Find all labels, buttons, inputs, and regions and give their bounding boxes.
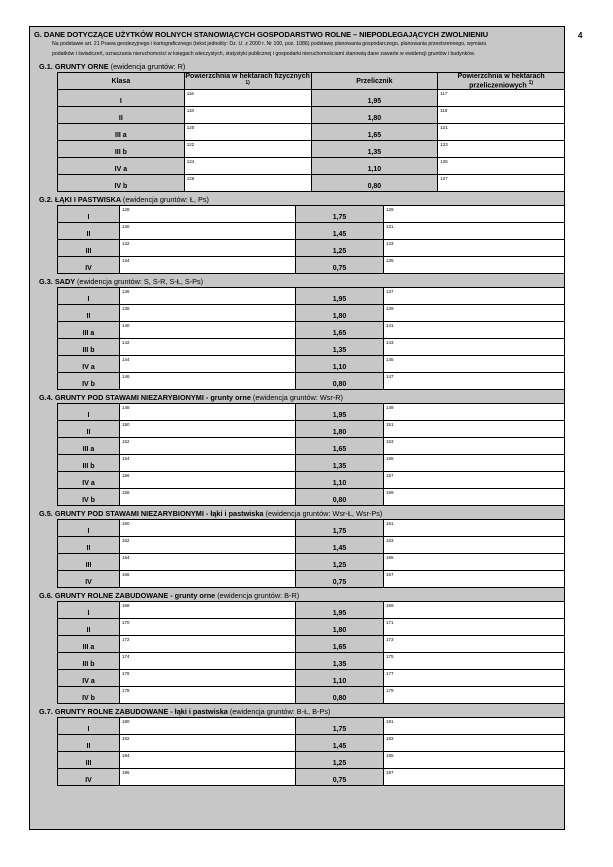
physical-area-field[interactable] bbox=[120, 404, 296, 421]
field-number: 156 bbox=[122, 473, 130, 479]
subsection-evidence: (ewidencja gruntów: B-Ł, B-Ps) bbox=[229, 707, 331, 717]
physical-area-field[interactable] bbox=[120, 670, 296, 687]
converted-area-field[interactable] bbox=[384, 687, 565, 704]
table-header-row bbox=[58, 73, 565, 90]
field-number: 173 bbox=[386, 637, 394, 643]
footnote-ref: 1) bbox=[528, 80, 534, 86]
field-number: 169 bbox=[386, 603, 394, 609]
physical-area-field[interactable] bbox=[120, 602, 296, 619]
multiplier-value: 1,95 bbox=[296, 602, 384, 619]
table-row bbox=[58, 90, 565, 107]
table-row bbox=[58, 107, 565, 124]
multiplier-value: 1,75 bbox=[296, 718, 384, 735]
class-table bbox=[57, 717, 565, 786]
soil-class: II bbox=[58, 537, 120, 554]
soil-class: I bbox=[58, 520, 120, 537]
soil-class: III b bbox=[58, 141, 185, 158]
table-row bbox=[58, 175, 565, 192]
soil-class: III a bbox=[58, 124, 185, 141]
section-title: G. DANE DOTYCZĄCE UŻYTKÓW ROLNYCH STANOWIĄCYCH GOSPODARSTWO ROLNE – NIEPODLEGAJĄCYCH ZWOLNIENIU bbox=[34, 30, 489, 39]
table-row bbox=[58, 735, 565, 752]
soil-class: II bbox=[58, 223, 120, 240]
physical-area-field[interactable] bbox=[184, 158, 311, 175]
subsection-name: G.4. GRUNTY POD STAWAMI NIEZARYBIONYMI - grunty orne bbox=[39, 393, 251, 403]
converted-area-field[interactable] bbox=[384, 373, 565, 390]
physical-area-field[interactable] bbox=[120, 373, 296, 390]
soil-class: IV bbox=[58, 769, 120, 786]
multiplier-value: 1,45 bbox=[296, 735, 384, 752]
table-row bbox=[58, 223, 565, 240]
subsection-title bbox=[30, 392, 564, 403]
multiplier-value: 0,80 bbox=[296, 687, 384, 704]
legal-note-line-2: podatków i świadczeń, oznaczania nieruchomości w księgach wieczystych, statystyki publicznej i gospodarki nieruchomościami stanowią dane zawarte w ewidencji gruntów i budynków. bbox=[52, 51, 475, 57]
legal-note-line-1: Na podstawie art. 21 Prawa geodezyjnego i kartograficznego (tekst jednolity: Dz. U. z 2000 r. Nr 100, poz. 1086) podstawę planowania gospodarczego, planowania przestrzennego, wymiaru bbox=[52, 41, 487, 47]
field-number: 143 bbox=[386, 340, 394, 346]
field-number: 157 bbox=[386, 473, 394, 479]
field-number: 187 bbox=[386, 770, 394, 776]
soil-class: IV a bbox=[58, 670, 120, 687]
converted-area-field[interactable] bbox=[384, 339, 565, 356]
physical-area-field[interactable] bbox=[120, 438, 296, 455]
multiplier-value: 1,65 bbox=[296, 636, 384, 653]
field-number: 180 bbox=[122, 719, 130, 725]
multiplier-value: 1,35 bbox=[296, 653, 384, 670]
soil-class: I bbox=[58, 288, 120, 305]
table-row bbox=[58, 489, 565, 506]
table-row bbox=[58, 520, 565, 537]
table-row bbox=[58, 472, 565, 489]
multiplier-value: 1,80 bbox=[311, 107, 438, 124]
converted-area-field[interactable] bbox=[384, 257, 565, 274]
table-row bbox=[58, 687, 565, 704]
physical-area-field[interactable] bbox=[120, 206, 296, 223]
physical-area-field[interactable] bbox=[184, 124, 311, 141]
field-number: 119 bbox=[440, 108, 448, 114]
physical-area-field[interactable] bbox=[120, 687, 296, 704]
table-row bbox=[58, 257, 565, 274]
field-number: 186 bbox=[122, 770, 130, 776]
multiplier-value: 1,10 bbox=[296, 472, 384, 489]
subsection-name: G.5. GRUNTY POD STAWAMI NIEZARYBIONYMI - łąki i pastwiska bbox=[39, 509, 264, 519]
multiplier-value: 1,95 bbox=[296, 404, 384, 421]
field-number: 175 bbox=[386, 654, 394, 660]
physical-area-field[interactable] bbox=[184, 107, 311, 124]
subsection-evidence: (ewidencja gruntów: Wsr-R) bbox=[252, 393, 343, 403]
table-row bbox=[58, 752, 565, 769]
table-row bbox=[58, 141, 565, 158]
table-row bbox=[58, 769, 565, 786]
field-number: 135 bbox=[386, 258, 394, 264]
soil-class: IV b bbox=[58, 373, 120, 390]
converted-area-field[interactable] bbox=[384, 537, 565, 554]
physical-area-field[interactable] bbox=[120, 240, 296, 257]
subsection-evidence: (ewidencja gruntów: R) bbox=[110, 62, 186, 71]
field-number: 142 bbox=[122, 340, 130, 346]
field-number: 151 bbox=[386, 422, 394, 428]
multiplier-value: 1,65 bbox=[296, 438, 384, 455]
class-table bbox=[57, 519, 565, 588]
physical-area-field[interactable] bbox=[120, 223, 296, 240]
field-number: 166 bbox=[122, 572, 130, 578]
subsection-title bbox=[30, 706, 564, 717]
multiplier-value: 0,75 bbox=[296, 769, 384, 786]
field-number: 167 bbox=[386, 572, 394, 578]
field-number: 125 bbox=[440, 159, 448, 165]
class-table bbox=[57, 403, 565, 506]
soil-class: III b bbox=[58, 339, 120, 356]
multiplier-value: 1,10 bbox=[296, 670, 384, 687]
physical-area-field[interactable] bbox=[120, 653, 296, 670]
physical-area-field[interactable] bbox=[120, 718, 296, 735]
col-converted-area-label: Powierzchnia w hektarach przeliczeniowych bbox=[457, 73, 545, 90]
col-converted-area bbox=[438, 73, 565, 90]
converted-area-field[interactable] bbox=[384, 472, 565, 489]
physical-area-field[interactable] bbox=[120, 752, 296, 769]
soil-class: IV a bbox=[58, 158, 185, 175]
soil-class: IV bbox=[58, 571, 120, 588]
multiplier-value: 1,45 bbox=[296, 537, 384, 554]
field-number: 158 bbox=[122, 490, 130, 496]
field-number: 137 bbox=[386, 289, 394, 295]
table-row bbox=[58, 602, 565, 619]
field-number: 179 bbox=[386, 688, 394, 694]
converted-area-field[interactable] bbox=[384, 670, 565, 687]
soil-class: III bbox=[58, 240, 120, 257]
field-number: 121 bbox=[440, 125, 448, 131]
multiplier-value: 1,10 bbox=[311, 158, 438, 175]
physical-area-field[interactable] bbox=[120, 554, 296, 571]
soil-class: III a bbox=[58, 636, 120, 653]
field-number: 153 bbox=[386, 439, 394, 445]
field-number: 171 bbox=[386, 620, 394, 626]
soil-class: III b bbox=[58, 653, 120, 670]
physical-area-field[interactable] bbox=[120, 489, 296, 506]
physical-area-field[interactable] bbox=[120, 305, 296, 322]
physical-area-field[interactable] bbox=[120, 619, 296, 636]
soil-class: IV b bbox=[58, 687, 120, 704]
footnote-ref: 1) bbox=[245, 80, 250, 86]
converted-area-field[interactable] bbox=[384, 602, 565, 619]
soil-class: III bbox=[58, 752, 120, 769]
field-number: 127 bbox=[440, 176, 448, 182]
soil-class: IV b bbox=[58, 489, 120, 506]
physical-area-field[interactable] bbox=[120, 257, 296, 274]
field-number: 177 bbox=[386, 671, 394, 677]
converted-area-field[interactable] bbox=[384, 489, 565, 506]
multiplier-value: 1,65 bbox=[296, 322, 384, 339]
converted-area-field[interactable] bbox=[384, 223, 565, 240]
field-number: 170 bbox=[122, 620, 130, 626]
converted-area-field[interactable] bbox=[384, 421, 565, 438]
physical-area-field[interactable] bbox=[120, 421, 296, 438]
subsection-evidence: (ewidencja gruntów: Wsr-Ł, Wsr-Ps) bbox=[265, 509, 383, 519]
multiplier-value: 1,75 bbox=[296, 520, 384, 537]
field-number: 138 bbox=[122, 306, 130, 312]
subsection-title bbox=[30, 276, 564, 287]
multiplier-value: 1,35 bbox=[296, 339, 384, 356]
field-number: 163 bbox=[386, 538, 394, 544]
field-number: 131 bbox=[386, 224, 394, 230]
physical-area-field[interactable] bbox=[120, 537, 296, 554]
physical-area-field[interactable] bbox=[120, 288, 296, 305]
table-row bbox=[58, 636, 565, 653]
soil-class: III b bbox=[58, 455, 120, 472]
subsection-title bbox=[30, 61, 564, 72]
field-number: 162 bbox=[122, 538, 130, 544]
physical-area-field[interactable] bbox=[120, 339, 296, 356]
multiplier-value: 0,80 bbox=[311, 175, 438, 192]
field-number: 118 bbox=[186, 108, 194, 114]
col-klasa bbox=[58, 73, 185, 90]
subsection-name: G.1. GRUNTY ORNE bbox=[39, 62, 109, 71]
soil-class: II bbox=[58, 735, 120, 752]
converted-area-field[interactable] bbox=[438, 158, 565, 175]
soil-class: I bbox=[58, 404, 120, 421]
multiplier-value: 1,80 bbox=[296, 619, 384, 636]
subsections bbox=[30, 61, 564, 786]
soil-class: IV b bbox=[58, 175, 185, 192]
table-row bbox=[58, 537, 565, 554]
physical-area-field[interactable] bbox=[120, 520, 296, 537]
multiplier-value: 0,75 bbox=[296, 571, 384, 588]
multiplier-value: 1,25 bbox=[296, 554, 384, 571]
field-number: 123 bbox=[440, 142, 448, 148]
field-number: 128 bbox=[122, 207, 130, 213]
soil-class: II bbox=[58, 107, 185, 124]
soil-class: II bbox=[58, 421, 120, 438]
col-multiplier-label: Przelicznik bbox=[356, 77, 393, 85]
field-number: 182 bbox=[122, 736, 130, 742]
converted-area-field[interactable] bbox=[384, 520, 565, 537]
field-number: 160 bbox=[122, 521, 130, 527]
table-row bbox=[58, 373, 565, 390]
physical-area-field[interactable] bbox=[120, 636, 296, 653]
field-number: 154 bbox=[122, 456, 130, 462]
multiplier-value: 1,45 bbox=[296, 223, 384, 240]
multiplier-value: 0,80 bbox=[296, 489, 384, 506]
physical-area-field[interactable] bbox=[120, 455, 296, 472]
subsection-title bbox=[30, 590, 564, 601]
field-number: 133 bbox=[386, 241, 394, 247]
physical-area-field[interactable] bbox=[184, 175, 311, 192]
form-section-g bbox=[29, 26, 565, 830]
class-table bbox=[57, 601, 565, 704]
table-row bbox=[58, 718, 565, 735]
multiplier-value: 1,25 bbox=[296, 752, 384, 769]
converted-area-field[interactable] bbox=[384, 322, 565, 339]
multiplier-value: 1,25 bbox=[296, 240, 384, 257]
physical-area-field[interactable] bbox=[120, 571, 296, 588]
table-row bbox=[58, 421, 565, 438]
converted-area-field[interactable] bbox=[384, 571, 565, 588]
multiplier-value: 1,65 bbox=[311, 124, 438, 141]
converted-area-field[interactable] bbox=[384, 305, 565, 322]
field-number: 172 bbox=[122, 637, 130, 643]
field-number: 130 bbox=[122, 224, 130, 230]
soil-class: III bbox=[58, 554, 120, 571]
field-number: 152 bbox=[122, 439, 130, 445]
field-number: 134 bbox=[122, 258, 130, 264]
converted-area-field[interactable] bbox=[384, 636, 565, 653]
converted-area-field[interactable] bbox=[384, 769, 565, 786]
field-number: 122 bbox=[186, 142, 195, 148]
field-number: 144 bbox=[122, 357, 130, 363]
multiplier-value: 1,75 bbox=[296, 206, 384, 223]
soil-class: II bbox=[58, 305, 120, 322]
table-row bbox=[58, 619, 565, 636]
soil-class: III a bbox=[58, 322, 120, 339]
field-number: 132 bbox=[122, 241, 130, 247]
soil-class: I bbox=[58, 206, 120, 223]
subsection-evidence: (ewidencja gruntów: B-R) bbox=[217, 591, 300, 601]
table-row bbox=[58, 404, 565, 421]
subsection-name: G.6. GRUNTY ROLNE ZABUDOWANE - grunty orne bbox=[39, 591, 216, 601]
field-number: 181 bbox=[386, 719, 394, 725]
subsection-title bbox=[30, 194, 564, 205]
table-row bbox=[58, 571, 565, 588]
soil-class: III a bbox=[58, 438, 120, 455]
multiplier-value: 1,95 bbox=[296, 288, 384, 305]
physical-area-field[interactable] bbox=[120, 769, 296, 786]
col-physical-area-label: Powierzchnia w hektarach fizycznych bbox=[185, 73, 310, 80]
field-number: 165 bbox=[386, 555, 394, 561]
physical-area-field[interactable] bbox=[184, 141, 311, 158]
converted-area-field[interactable] bbox=[438, 141, 565, 158]
soil-class: IV a bbox=[58, 356, 120, 373]
multiplier-value: 1,35 bbox=[311, 141, 438, 158]
table-row bbox=[58, 554, 565, 571]
converted-area-field[interactable] bbox=[384, 619, 565, 636]
converted-area-field[interactable] bbox=[384, 404, 565, 421]
table-row bbox=[58, 322, 565, 339]
subsection-title bbox=[30, 508, 564, 519]
field-number: 164 bbox=[122, 555, 130, 561]
physical-area-field[interactable] bbox=[120, 472, 296, 489]
table-row bbox=[58, 206, 565, 223]
field-number: 116 bbox=[186, 91, 194, 97]
col-multiplier bbox=[311, 73, 438, 90]
table-row bbox=[58, 288, 565, 305]
converted-area-field[interactable] bbox=[384, 735, 565, 752]
multiplier-value: 1,95 bbox=[311, 90, 438, 107]
table-row bbox=[58, 653, 565, 670]
field-number: 141 bbox=[386, 323, 394, 329]
field-number: 139 bbox=[386, 306, 394, 312]
multiplier-value: 1,35 bbox=[296, 455, 384, 472]
field-number: 174 bbox=[122, 654, 130, 660]
field-number: 140 bbox=[122, 323, 130, 329]
soil-class: IV bbox=[58, 257, 120, 274]
field-number: 176 bbox=[122, 671, 130, 677]
converted-area-field[interactable] bbox=[384, 718, 565, 735]
class-table bbox=[57, 287, 565, 390]
table-row bbox=[58, 240, 565, 257]
converted-area-field[interactable] bbox=[438, 90, 565, 107]
multiplier-value: 1,80 bbox=[296, 421, 384, 438]
field-number: 147 bbox=[386, 374, 394, 380]
converted-area-field[interactable] bbox=[438, 107, 565, 124]
soil-class: I bbox=[58, 718, 120, 735]
field-number: 129 bbox=[386, 207, 394, 213]
converted-area-field[interactable] bbox=[384, 240, 565, 257]
subsection-name: G.7. GRUNTY ROLNE ZABUDOWANE - łąki i pastwiska bbox=[39, 707, 228, 717]
section-header bbox=[30, 27, 564, 59]
field-number: 161 bbox=[386, 521, 394, 527]
field-number: 146 bbox=[122, 374, 130, 380]
table-row bbox=[58, 438, 565, 455]
converted-area-field[interactable] bbox=[384, 356, 565, 373]
converted-area-field[interactable] bbox=[384, 438, 565, 455]
table-row bbox=[58, 124, 565, 141]
physical-area-field[interactable] bbox=[120, 356, 296, 373]
converted-area-field[interactable] bbox=[438, 175, 565, 192]
table-row bbox=[58, 158, 565, 175]
field-number: 183 bbox=[386, 736, 394, 742]
subsection-name: G.2. ŁĄKI I PASTWISKA bbox=[39, 195, 121, 205]
table-row bbox=[58, 305, 565, 322]
table-row bbox=[58, 670, 565, 687]
col-physical-area bbox=[184, 73, 311, 90]
soil-class: IV a bbox=[58, 472, 120, 489]
class-table bbox=[57, 205, 565, 274]
field-number: 120 bbox=[186, 125, 195, 131]
physical-area-field[interactable] bbox=[120, 735, 296, 752]
converted-area-field[interactable] bbox=[384, 206, 565, 223]
soil-class: II bbox=[58, 619, 120, 636]
table-row bbox=[58, 356, 565, 373]
field-number: 149 bbox=[386, 405, 394, 411]
converted-area-field[interactable] bbox=[384, 752, 565, 769]
class-table bbox=[57, 72, 565, 192]
multiplier-value: 1,80 bbox=[296, 305, 384, 322]
field-number: 124 bbox=[186, 159, 195, 165]
field-number: 178 bbox=[122, 688, 130, 694]
page-number: 4 bbox=[578, 31, 583, 40]
field-number: 117 bbox=[440, 91, 448, 97]
multiplier-value: 0,75 bbox=[296, 257, 384, 274]
subsection-name: G.3. SADY bbox=[39, 277, 75, 287]
col-klasa-label: Klasa bbox=[111, 77, 131, 85]
converted-area-field[interactable] bbox=[384, 288, 565, 305]
field-number: 159 bbox=[386, 490, 394, 496]
table-row bbox=[58, 339, 565, 356]
field-number: 126 bbox=[186, 176, 195, 182]
multiplier-value: 0,80 bbox=[296, 373, 384, 390]
soil-class: I bbox=[58, 90, 185, 107]
converted-area-field[interactable] bbox=[438, 124, 565, 141]
soil-class: I bbox=[58, 602, 120, 619]
subsection-evidence: (ewidencja gruntów: S, S-R, S-Ł, S-Ps) bbox=[77, 277, 204, 287]
field-number: 150 bbox=[122, 422, 130, 428]
subsection-evidence: (ewidencja gruntów: Ł, Ps) bbox=[122, 195, 209, 205]
converted-area-field[interactable] bbox=[384, 554, 565, 571]
field-number: 145 bbox=[386, 357, 394, 363]
converted-area-field[interactable] bbox=[384, 455, 565, 472]
field-number: 155 bbox=[386, 456, 394, 462]
field-number: 184 bbox=[122, 753, 130, 759]
field-number: 185 bbox=[386, 753, 394, 759]
field-number: 168 bbox=[122, 603, 130, 609]
converted-area-field[interactable] bbox=[384, 653, 565, 670]
physical-area-field[interactable] bbox=[184, 90, 311, 107]
table-row bbox=[58, 455, 565, 472]
field-number: 136 bbox=[122, 289, 130, 295]
physical-area-field[interactable] bbox=[120, 322, 296, 339]
field-number: 148 bbox=[122, 405, 130, 411]
multiplier-value: 1,10 bbox=[296, 356, 384, 373]
